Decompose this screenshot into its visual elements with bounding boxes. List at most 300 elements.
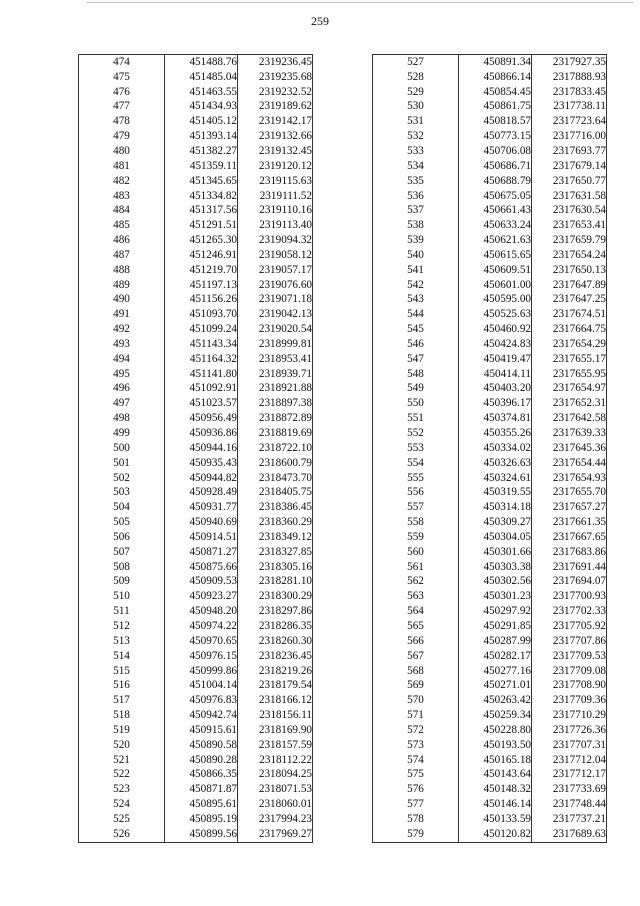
y-coordinate-cell: 2318166.12: [238, 693, 313, 708]
table-row: [79, 560, 313, 575]
point-number-cell: 483: [79, 189, 165, 204]
x-coordinate-cell: 450301.66: [459, 545, 532, 560]
x-coordinate-cell: 450424.83: [459, 337, 532, 352]
x-coordinate-cell: 450890.28: [165, 753, 238, 768]
y-coordinate-cell: 2317657.27: [532, 500, 607, 515]
table-row: [79, 768, 313, 783]
x-coordinate-cell: 450146.14: [459, 797, 532, 812]
y-coordinate-cell: 2318473.70: [238, 471, 313, 486]
table-row: [373, 768, 607, 783]
point-number-cell: 529: [373, 85, 459, 100]
point-number-cell: 516: [79, 678, 165, 693]
point-number-cell: 487: [79, 248, 165, 263]
table-row: [79, 85, 313, 100]
table-row: [79, 367, 313, 382]
y-coordinate-cell: 2317654.24: [532, 248, 607, 263]
point-number-cell: 525: [79, 812, 165, 827]
table-row: [79, 471, 313, 486]
table-row: [79, 664, 313, 679]
x-coordinate-cell: 451334.82: [165, 189, 238, 204]
point-number-cell: 479: [79, 129, 165, 144]
table-row: [79, 530, 313, 545]
x-coordinate-cell: 450282.17: [459, 649, 532, 664]
y-coordinate-cell: 2318953.41: [238, 352, 313, 367]
y-coordinate-cell: 2319071.18: [238, 293, 313, 308]
point-number-cell: 489: [79, 278, 165, 293]
y-coordinate-cell: 2318281.10: [238, 575, 313, 590]
table-row: [373, 604, 607, 619]
table-row: [79, 100, 313, 115]
table-row: [79, 812, 313, 827]
point-number-cell: 497: [79, 396, 165, 411]
y-coordinate-cell: 2317650.13: [532, 263, 607, 278]
y-coordinate-cell: 2319020.54: [238, 322, 313, 337]
table-row: [373, 174, 607, 189]
point-number-cell: 507: [79, 545, 165, 560]
coordinates-table-left: [78, 54, 313, 843]
table-row: [79, 70, 313, 85]
y-coordinate-cell: 2319232.52: [238, 85, 313, 100]
point-number-cell: 502: [79, 471, 165, 486]
point-number-cell: 539: [373, 233, 459, 248]
point-number-cell: 498: [79, 411, 165, 426]
point-number-cell: 508: [79, 560, 165, 575]
x-coordinate-cell: 450324.61: [459, 471, 532, 486]
point-number-cell: 550: [373, 396, 459, 411]
point-number-cell: 578: [373, 812, 459, 827]
point-number-cell: 568: [373, 664, 459, 679]
x-coordinate-cell: 450334.02: [459, 441, 532, 456]
table-row: [79, 203, 313, 218]
point-number-cell: 505: [79, 515, 165, 530]
table-row: [79, 634, 313, 649]
y-coordinate-cell: 2318897.38: [238, 396, 313, 411]
x-coordinate-cell: 450301.23: [459, 589, 532, 604]
point-number-cell: 476: [79, 85, 165, 100]
y-coordinate-cell: 2317642.58: [532, 411, 607, 426]
y-coordinate-cell: 2319111.52: [238, 189, 313, 204]
table-row: [79, 129, 313, 144]
coordinates-table-right-body: [373, 55, 607, 843]
y-coordinate-cell: 2317708.90: [532, 678, 607, 693]
x-coordinate-cell: 450914.51: [165, 530, 238, 545]
y-coordinate-cell: 2318405.75: [238, 485, 313, 500]
table-row: [79, 293, 313, 308]
table-row: [79, 693, 313, 708]
table-row: [373, 263, 607, 278]
x-coordinate-cell: 450866.14: [459, 70, 532, 85]
x-coordinate-cell: 450326.63: [459, 456, 532, 471]
x-coordinate-cell: 451093.70: [165, 307, 238, 322]
x-coordinate-cell: 450895.61: [165, 797, 238, 812]
x-coordinate-cell: 451197.13: [165, 278, 238, 293]
y-coordinate-cell: 2319094.32: [238, 233, 313, 248]
point-number-cell: 569: [373, 678, 459, 693]
y-coordinate-cell: 2319115.63: [238, 174, 313, 189]
table-row: [373, 337, 607, 352]
x-coordinate-cell: 451317.56: [165, 203, 238, 218]
point-number-cell: 563: [373, 589, 459, 604]
point-number-cell: 493: [79, 337, 165, 352]
table-row: [373, 471, 607, 486]
table-row: [373, 114, 607, 129]
y-coordinate-cell: 2319235.68: [238, 70, 313, 85]
table-row: [373, 797, 607, 812]
table-row: [79, 278, 313, 293]
y-coordinate-cell: 2318939.71: [238, 367, 313, 382]
table-row: [373, 159, 607, 174]
x-coordinate-cell: 451164.32: [165, 352, 238, 367]
x-coordinate-cell: 450866.35: [165, 768, 238, 783]
x-coordinate-cell: 450854.45: [459, 85, 532, 100]
point-number-cell: 527: [373, 55, 459, 70]
point-number-cell: 503: [79, 485, 165, 500]
table-row: [373, 619, 607, 634]
point-number-cell: 574: [373, 753, 459, 768]
x-coordinate-cell: 450935.43: [165, 456, 238, 471]
y-coordinate-cell: 2317679.14: [532, 159, 607, 174]
x-coordinate-cell: 451382.27: [165, 144, 238, 159]
x-coordinate-cell: 450355.26: [459, 426, 532, 441]
y-coordinate-cell: 2319132.45: [238, 144, 313, 159]
table-row: [79, 322, 313, 337]
table-row: [79, 159, 313, 174]
y-coordinate-cell: 2318169.90: [238, 723, 313, 738]
table-row: [373, 738, 607, 753]
point-number-cell: 484: [79, 203, 165, 218]
y-coordinate-cell: 2318286.35: [238, 619, 313, 634]
y-coordinate-cell: 2317709.36: [532, 693, 607, 708]
point-number-cell: 499: [79, 426, 165, 441]
x-coordinate-cell: 450143.64: [459, 768, 532, 783]
table-row: [79, 189, 313, 204]
table-row: [373, 500, 607, 515]
x-coordinate-cell: 450302.56: [459, 575, 532, 590]
table-row: [373, 293, 607, 308]
x-coordinate-cell: 451219.70: [165, 263, 238, 278]
x-coordinate-cell: 451141.80: [165, 367, 238, 382]
y-coordinate-cell: 2318094.25: [238, 768, 313, 783]
x-coordinate-cell: 450915.61: [165, 723, 238, 738]
table-row: [373, 55, 607, 70]
y-coordinate-cell: 2317652.31: [532, 396, 607, 411]
table-row: [373, 426, 607, 441]
y-coordinate-cell: 2319189.62: [238, 100, 313, 115]
x-coordinate-cell: 451485.04: [165, 70, 238, 85]
y-coordinate-cell: 2319058.12: [238, 248, 313, 263]
y-coordinate-cell: 2317707.86: [532, 634, 607, 649]
point-number-cell: 519: [79, 723, 165, 738]
table-row: [373, 485, 607, 500]
y-coordinate-cell: 2318819.69: [238, 426, 313, 441]
point-number-cell: 488: [79, 263, 165, 278]
table-row: [79, 218, 313, 233]
x-coordinate-cell: 450460.92: [459, 322, 532, 337]
point-number-cell: 492: [79, 322, 165, 337]
y-coordinate-cell: 2318156.11: [238, 708, 313, 723]
point-number-cell: 572: [373, 723, 459, 738]
table-row: [373, 411, 607, 426]
y-coordinate-cell: 2319110.16: [238, 203, 313, 218]
table-row: [373, 678, 607, 693]
point-number-cell: 510: [79, 589, 165, 604]
y-coordinate-cell: 2318872.89: [238, 411, 313, 426]
point-number-cell: 552: [373, 426, 459, 441]
table-row: [373, 560, 607, 575]
table-row: [373, 278, 607, 293]
point-number-cell: 504: [79, 500, 165, 515]
y-coordinate-cell: 2319132.66: [238, 129, 313, 144]
x-coordinate-cell: 450133.59: [459, 812, 532, 827]
x-coordinate-cell: 451405.12: [165, 114, 238, 129]
x-coordinate-cell: 450948.20: [165, 604, 238, 619]
point-number-cell: 533: [373, 144, 459, 159]
point-number-cell: 481: [79, 159, 165, 174]
point-number-cell: 490: [79, 293, 165, 308]
x-coordinate-cell: 450890.58: [165, 738, 238, 753]
point-number-cell: 547: [373, 352, 459, 367]
x-coordinate-cell: 450923.27: [165, 589, 238, 604]
x-coordinate-cell: 451393.14: [165, 129, 238, 144]
x-coordinate-cell: 450314.18: [459, 500, 532, 515]
point-number-cell: 531: [373, 114, 459, 129]
table-row: [373, 723, 607, 738]
point-number-cell: 523: [79, 782, 165, 797]
x-coordinate-cell: 450309.27: [459, 515, 532, 530]
table-row: [79, 649, 313, 664]
x-coordinate-cell: 450976.83: [165, 693, 238, 708]
y-coordinate-cell: 2317654.97: [532, 382, 607, 397]
point-number-cell: 545: [373, 322, 459, 337]
table-row: [373, 248, 607, 263]
x-coordinate-cell: 450303.38: [459, 560, 532, 575]
x-coordinate-cell: 451143.34: [165, 337, 238, 352]
table-row: [373, 456, 607, 471]
point-number-cell: 522: [79, 768, 165, 783]
table-row: [373, 515, 607, 530]
point-number-cell: 536: [373, 189, 459, 204]
table-row: [373, 530, 607, 545]
x-coordinate-cell: 450396.17: [459, 396, 532, 411]
table-row: [79, 604, 313, 619]
table-row: [373, 575, 607, 590]
point-number-cell: 496: [79, 382, 165, 397]
point-number-cell: 518: [79, 708, 165, 723]
y-coordinate-cell: 2317631.58: [532, 189, 607, 204]
table-row: [373, 664, 607, 679]
table-row: [373, 352, 607, 367]
y-coordinate-cell: 2317927.35: [532, 55, 607, 70]
y-coordinate-cell: 2318297.86: [238, 604, 313, 619]
y-coordinate-cell: 2317661.35: [532, 515, 607, 530]
table-row: [79, 248, 313, 263]
y-coordinate-cell: 2318921.88: [238, 382, 313, 397]
y-coordinate-cell: 2318236.45: [238, 649, 313, 664]
y-coordinate-cell: 2317654.93: [532, 471, 607, 486]
x-coordinate-cell: 451004.14: [165, 678, 238, 693]
x-coordinate-cell: 450818.57: [459, 114, 532, 129]
point-number-cell: 571: [373, 708, 459, 723]
point-number-cell: 556: [373, 485, 459, 500]
point-number-cell: 517: [79, 693, 165, 708]
y-coordinate-cell: 2317655.95: [532, 367, 607, 382]
table-row: [79, 575, 313, 590]
y-coordinate-cell: 2317705.92: [532, 619, 607, 634]
table-row: [373, 322, 607, 337]
table-row: [373, 634, 607, 649]
table-row: [373, 85, 607, 100]
y-coordinate-cell: 2317653.41: [532, 218, 607, 233]
point-number-cell: 555: [373, 471, 459, 486]
point-number-cell: 500: [79, 441, 165, 456]
table-row: [79, 753, 313, 768]
table-row: [373, 129, 607, 144]
table-row: [373, 144, 607, 159]
x-coordinate-cell: 450259.34: [459, 708, 532, 723]
x-coordinate-cell: 451099.24: [165, 322, 238, 337]
point-number-cell: 565: [373, 619, 459, 634]
x-coordinate-cell: 450414.11: [459, 367, 532, 382]
x-coordinate-cell: 451463.55: [165, 85, 238, 100]
x-coordinate-cell: 450609.51: [459, 263, 532, 278]
point-number-cell: 559: [373, 530, 459, 545]
x-coordinate-cell: 450976.15: [165, 649, 238, 664]
y-coordinate-cell: 2317667.65: [532, 530, 607, 545]
point-number-cell: 509: [79, 575, 165, 590]
y-coordinate-cell: 2317691.44: [532, 560, 607, 575]
top-rule: [86, 2, 634, 3]
table-row: [79, 723, 313, 738]
y-coordinate-cell: 2317994.23: [238, 812, 313, 827]
point-number-cell: 482: [79, 174, 165, 189]
y-coordinate-cell: 2317737.21: [532, 812, 607, 827]
x-coordinate-cell: 450999.86: [165, 664, 238, 679]
x-coordinate-cell: 450688.79: [459, 174, 532, 189]
y-coordinate-cell: 2318349.12: [238, 530, 313, 545]
point-number-cell: 567: [373, 649, 459, 664]
x-coordinate-cell: 451246.91: [165, 248, 238, 263]
point-number-cell: 515: [79, 664, 165, 679]
table-row: [79, 426, 313, 441]
x-coordinate-cell: 450263.42: [459, 693, 532, 708]
y-coordinate-cell: 2318179.54: [238, 678, 313, 693]
point-number-cell: 579: [373, 827, 459, 842]
point-number-cell: 514: [79, 649, 165, 664]
x-coordinate-cell: 450621.63: [459, 233, 532, 248]
y-coordinate-cell: 2317833.45: [532, 85, 607, 100]
table-row: [373, 218, 607, 233]
point-number-cell: 524: [79, 797, 165, 812]
y-coordinate-cell: 2318722.10: [238, 441, 313, 456]
y-coordinate-cell: 2317748.44: [532, 797, 607, 812]
table-row: [79, 174, 313, 189]
x-coordinate-cell: 450686.71: [459, 159, 532, 174]
x-coordinate-cell: 450891.34: [459, 55, 532, 70]
point-number-cell: 576: [373, 782, 459, 797]
y-coordinate-cell: 2318260.30: [238, 634, 313, 649]
table-row: [373, 708, 607, 723]
table-row: [79, 337, 313, 352]
x-coordinate-cell: 450165.18: [459, 753, 532, 768]
y-coordinate-cell: 2317630.54: [532, 203, 607, 218]
table-row: [79, 263, 313, 278]
x-coordinate-cell: 450374.81: [459, 411, 532, 426]
y-coordinate-cell: 2318112.22: [238, 753, 313, 768]
x-coordinate-cell: 450928.49: [165, 485, 238, 500]
table-row: [79, 441, 313, 456]
table-row: [373, 307, 607, 322]
y-coordinate-cell: 2319076.60: [238, 278, 313, 293]
y-coordinate-cell: 2317654.29: [532, 337, 607, 352]
point-number-cell: 538: [373, 218, 459, 233]
x-coordinate-cell: 450675.05: [459, 189, 532, 204]
page-number: 259: [311, 14, 329, 28]
table-row: [79, 589, 313, 604]
y-coordinate-cell: 2317689.63: [532, 827, 607, 842]
y-coordinate-cell: 2318386.45: [238, 500, 313, 515]
y-coordinate-cell: 2317712.04: [532, 753, 607, 768]
table-row: [79, 797, 313, 812]
y-coordinate-cell: 2317664.75: [532, 322, 607, 337]
x-coordinate-cell: 450615.65: [459, 248, 532, 263]
x-coordinate-cell: 451488.76: [165, 55, 238, 70]
x-coordinate-cell: 450419.47: [459, 352, 532, 367]
y-coordinate-cell: 2317654.44: [532, 456, 607, 471]
y-coordinate-cell: 2317702.33: [532, 604, 607, 619]
y-coordinate-cell: 2317709.08: [532, 664, 607, 679]
x-coordinate-cell: 450871.87: [165, 782, 238, 797]
y-coordinate-cell: 2317710.29: [532, 708, 607, 723]
y-coordinate-cell: 2317683.86: [532, 545, 607, 560]
x-coordinate-cell: 451345.65: [165, 174, 238, 189]
x-coordinate-cell: 450861.75: [459, 100, 532, 115]
table-row: [79, 233, 313, 248]
point-number-cell: 558: [373, 515, 459, 530]
x-coordinate-cell: 450148.32: [459, 782, 532, 797]
y-coordinate-cell: 2318305.16: [238, 560, 313, 575]
point-number-cell: 551: [373, 411, 459, 426]
point-number-cell: 549: [373, 382, 459, 397]
table-row: [373, 189, 607, 204]
y-coordinate-cell: 2317726.36: [532, 723, 607, 738]
x-coordinate-cell: 450970.65: [165, 634, 238, 649]
x-coordinate-cell: 451291.51: [165, 218, 238, 233]
x-coordinate-cell: 450319.55: [459, 485, 532, 500]
table-row: [79, 619, 313, 634]
coordinates-table-left-body: [79, 55, 313, 843]
x-coordinate-cell: 450942.74: [165, 708, 238, 723]
x-coordinate-cell: 450895.19: [165, 812, 238, 827]
y-coordinate-cell: 2317694.07: [532, 575, 607, 590]
x-coordinate-cell: 450871.27: [165, 545, 238, 560]
x-coordinate-cell: 451265.30: [165, 233, 238, 248]
point-number-cell: 501: [79, 456, 165, 471]
y-coordinate-cell: 2317707.31: [532, 738, 607, 753]
point-number-cell: 570: [373, 693, 459, 708]
table-row: [373, 812, 607, 827]
x-coordinate-cell: 450291.85: [459, 619, 532, 634]
x-coordinate-cell: 450595.00: [459, 293, 532, 308]
point-number-cell: 534: [373, 159, 459, 174]
table-row: [373, 70, 607, 85]
table-row: [373, 382, 607, 397]
table-row: [79, 114, 313, 129]
x-coordinate-cell: 450601.00: [459, 278, 532, 293]
coordinates-table-right: [372, 54, 607, 843]
x-coordinate-cell: 450228.80: [459, 723, 532, 738]
y-coordinate-cell: 2317888.93: [532, 70, 607, 85]
table-row: [373, 753, 607, 768]
